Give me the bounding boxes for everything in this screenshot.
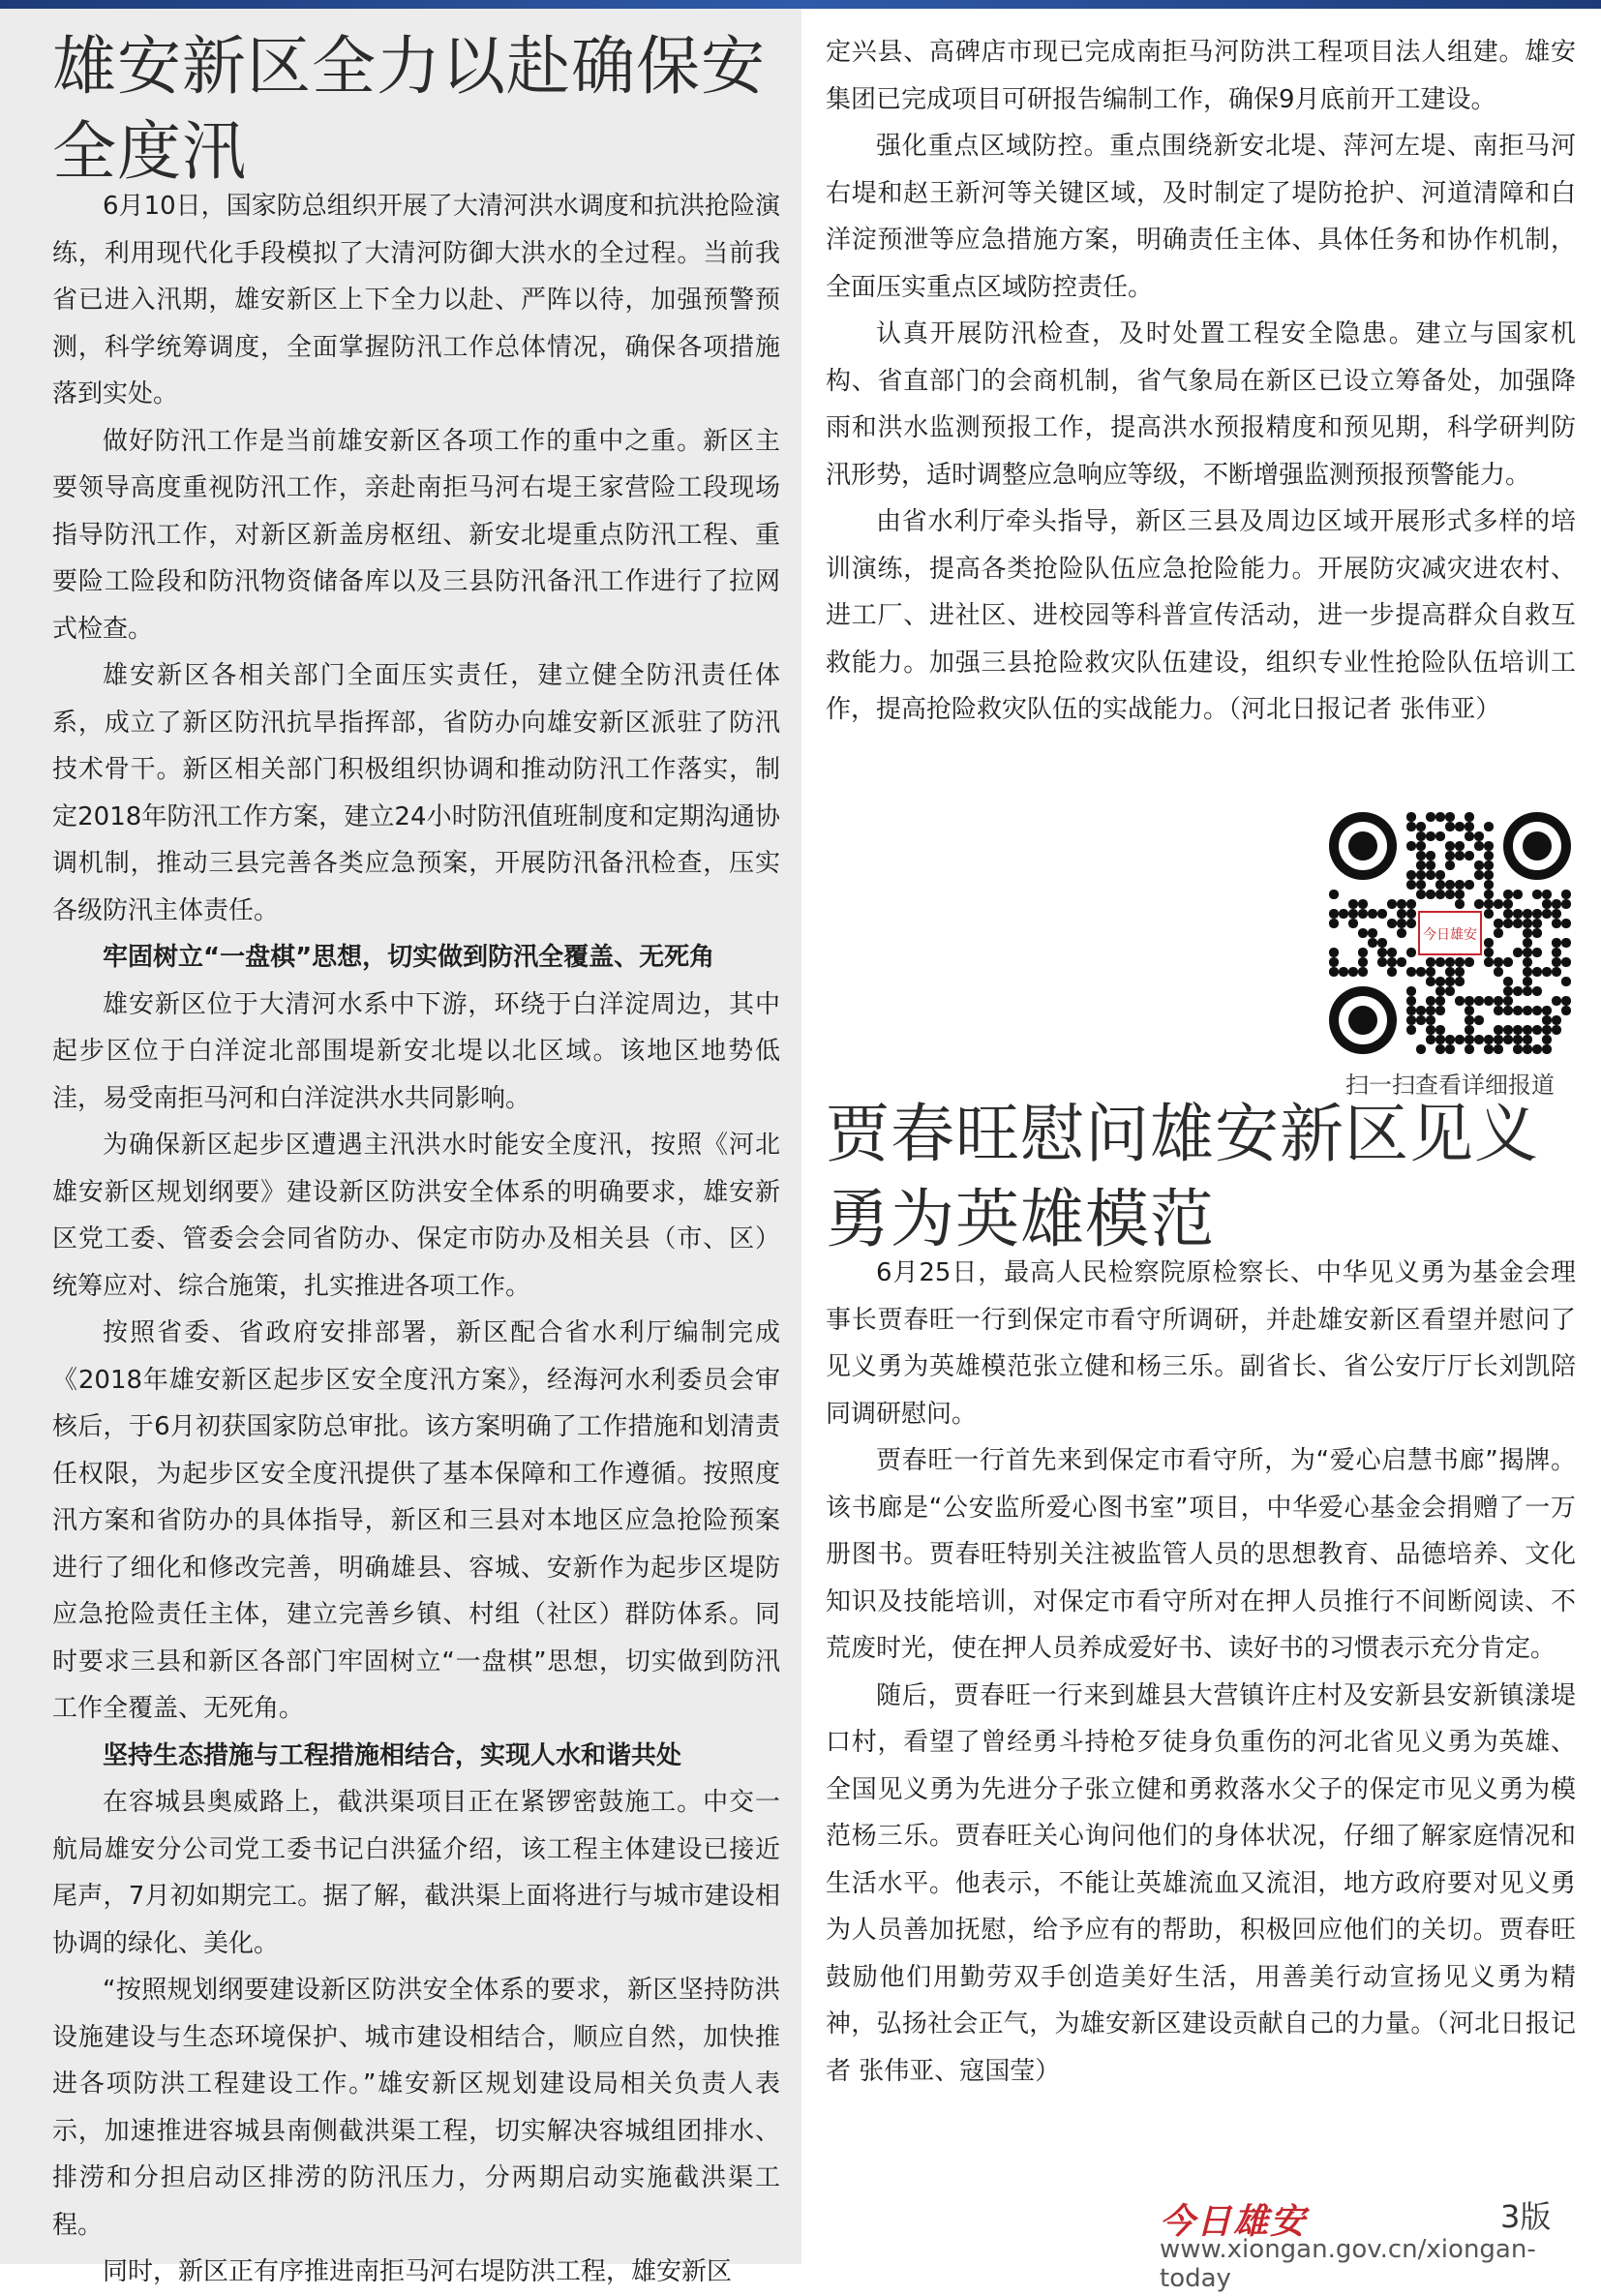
left-column — [0, 9, 801, 2286]
footer-logo: 今日雄安 — [1160, 2201, 1308, 2242]
top-color-bar — [0, 0, 1601, 9]
paragraph: 同时，新区正有序推进南拒马河右堤防洪工程，雄安新区 — [103, 2257, 733, 2286]
paragraph: 贾春旺一行首先来到保定市看守所，为“爱心启慧书廊”揭牌。该书廊是“公安监所爱心图书室”项目，中华爱心基金会捐赠了一万册图书。贾春旺特别关注被监管人员的思想教育、品德培养、文化知识及技能培训，对保定市看守所对在押人员推行不间断阅读、不荒废时光，使在押人员养成爱好书、读好书的习惯表示充分肯定。 — [826, 1446, 1576, 1663]
paragraph: 由省水利厅牵头指导，新区三县及周边区域开展形式多样的培训演练，提高各类抢险队伍应急抢险能力。开展防灾减灾进农村、进工厂、进社区、进校园等科普宣传活动，进一步提高群众自救互救能力。加强三县抢险救灾队伍建设，组织专业性抢险队伍培训工作，提高抢险救灾队伍的实战能力。（河北日报记者 张伟亚） — [826, 507, 1576, 724]
article2-title: 贾春旺慰问雄安新区见义勇为英雄模范 — [826, 1097, 1539, 1256]
paragraph: 按照省委、省政府安排部署，新区配合省水利厅编制完成《2018年雄安新区起步区安全度汛方案》，经海河水利委员会审核后，于6月初获国家防总审批。该方案明确了工作措施和划清责任权限，为起步区安全度汛提供了基本保障和工作遵循。按照度汛方案和省防办的具体指导，新区和三县对本地区应急抢险预案进行了细化和修改完善，明确雄县、容城、安新作为起步区堤防应急抢险责任主体，建立完善乡镇、村组（社区）群防体系。同时要求三县和新区各部门牢固树立“一盘棋”思想，切实做到防汛工作全覆盖、无死角。 — [52, 1318, 780, 1723]
paragraph: 雄安新区位于大清河水系中下游，环绕于白洋淀周边，其中起步区位于白洋淀北部围堤新安北堤以北区域。该地区地势低洼，易受南拒马河和白洋淀洪水共同影响。 — [52, 989, 780, 1113]
qr-logo-text: 今日雄安 — [1423, 927, 1477, 943]
qr-code-block — [1305, 812, 1595, 1100]
right-column — [801, 9, 1601, 2293]
paragraph: 6月10日，国家防总组织开展了大清河洪水调度和抗洪抢险演练，利用现代化手段模拟了大清河防御大洪水的全过程。当前我省已进入汛期，雄安新区上下全力以赴、严阵以待，加强预警预测，科学统筹调度，全面掌握防汛工作总体情况，确保各项措施落到实处。 — [52, 192, 780, 408]
paragraph: “按照规划纲要建设新区防洪安全体系的要求，新区坚持防洪设施建设与生态环境保护、城市建设相结合，顺应自然，加快推进各项防洪工程建设工作。”雄安新区规划建设局相关负责人表示，加速推进容城县南侧截洪渠工程，切实解决容城组团排水、排涝和分担启动区排涝的防汛压力，分两期启动实施截洪渠工程。 — [52, 1976, 780, 2240]
qr-code-image[interactable] — [1329, 812, 1571, 1054]
paragraph: 在容城县奥威路上，截洪渠项目正在紧锣密鼓施工。中交一航局雄安分公司党工委书记白洪猛介绍，该工程主体建设已接近尾声，7月初如期完工。据了解，截洪渠上面将进行与城市建设相协调的绿化、美化。 — [52, 1788, 780, 1958]
footer-url[interactable]: www.xiongan.gov.cn/xiongan-today — [1160, 2235, 1536, 2293]
paragraph: 为确保新区起步区遭遇主汛洪水时能安全度汛，按照《河北雄安新区规划纲要》建设新区防洪安全体系的明确要求，雄安新区党工委、管委会会同省防办、保定市防办及相关县（市、区）统筹应对、综合施策，扎实推进各项工作。 — [52, 1131, 780, 1301]
article1-body-left — [52, 183, 780, 2296]
article1-body-right — [826, 29, 1576, 734]
section-subheading: 坚持生态措施与工程措施相结合，实现人水和谐共处 — [103, 1740, 682, 1770]
paragraph: 雄安新区各相关部门全面压实责任，建立健全防汛责任体系，成立了新区防汛抗旱指挥部，省防办向雄安新区派驻了防汛技术骨干。新区相关部门积极组织协调和推动防汛工作落实，制定2018年防汛工作方案，建立24小时防汛值班制度和定期沟通协调机制，推动三县完善各类应急预案，开展防汛备汛检查，压实各级防汛主体责任。 — [52, 661, 780, 925]
article2-body — [826, 1250, 1576, 2095]
page-number: 3版 — [1500, 2198, 1552, 2235]
qr-caption: 扫一扫查看详细报道 — [1345, 1072, 1555, 1099]
paragraph: 做好防汛工作是当前雄安新区各项工作的重中之重。新区主要领导高度重视防汛工作，亲赴南拒马河右堤王家营险工段现场指导防汛工作，对新区新盖房枢纽、新安北堤重点防汛工程、重要险工险段和防汛物资储备库以及三县防汛备汛工作进行了拉网式检查。 — [52, 426, 780, 644]
article1-title: 雄安新区全力以赴确保安全度汛 — [52, 29, 766, 189]
section-subheading: 牢固树立“一盘棋”思想，切实做到防汛全覆盖、无死角 — [103, 943, 715, 972]
paragraph: 认真开展防汛检查，及时处置工程安全隐患。建立与国家机构、省直部门的会商机制，省气象局在新区已设立筹备处，加强降雨和洪水监测预报工作，提高洪水预报精度和预见期，科学研判防汛形势，适时调整应急响应等级，不断增强监测预报预警能力。 — [826, 319, 1576, 490]
paragraph: 定兴县、高碑店市现已完成南拒马河防洪工程项目法人组建。雄安集团已完成项目可研报告编制工作，确保9月底前开工建设。 — [826, 38, 1576, 114]
paragraph: 强化重点区域防控。重点围绕新安北堤、萍河左堤、南拒马河右堤和赵王新河等关键区域，及时制定了堤防抢护、河道清障和白洋淀预泄等应急措施方案，明确责任主体、具体任务和协作机制，全面压实重点区域防控责任。 — [826, 132, 1576, 302]
paragraph: 随后，贾春旺一行来到雄县大营镇许庄村及安新县安新镇漾堤口村，看望了曾经勇斗持枪歹徒身负重伤的河北省见义勇为英雄、全国见义勇为先进分子张立健和勇救落水父子的保定市见义勇为模范杨三乐。贾春旺关心询问他们的身体状况，仔细了解家庭情况和生活水平。他表示，不能让英雄流血又流泪，地方政府要对见义勇为人员善加抚慰，给予应有的帮助，积极回应他们的关切。贾春旺鼓励他们用勤劳双手创造美好生活，用善美行动宣扬见义勇为精神，弘扬社会正气，为雄安新区建设贡献自己的力量。（河北日报记者 张伟亚、寇国莹） — [826, 1680, 1576, 2086]
paragraph: 6月25日，最高人民检察院原检察长、中华见义勇为基金会理事长贾春旺一行到保定市看守所调研，并赴雄安新区看望并慰问了见义勇为英雄模范张立健和杨三乐。副省长、省公安厅厅长刘凯陪同调研慰问。 — [826, 1258, 1576, 1429]
